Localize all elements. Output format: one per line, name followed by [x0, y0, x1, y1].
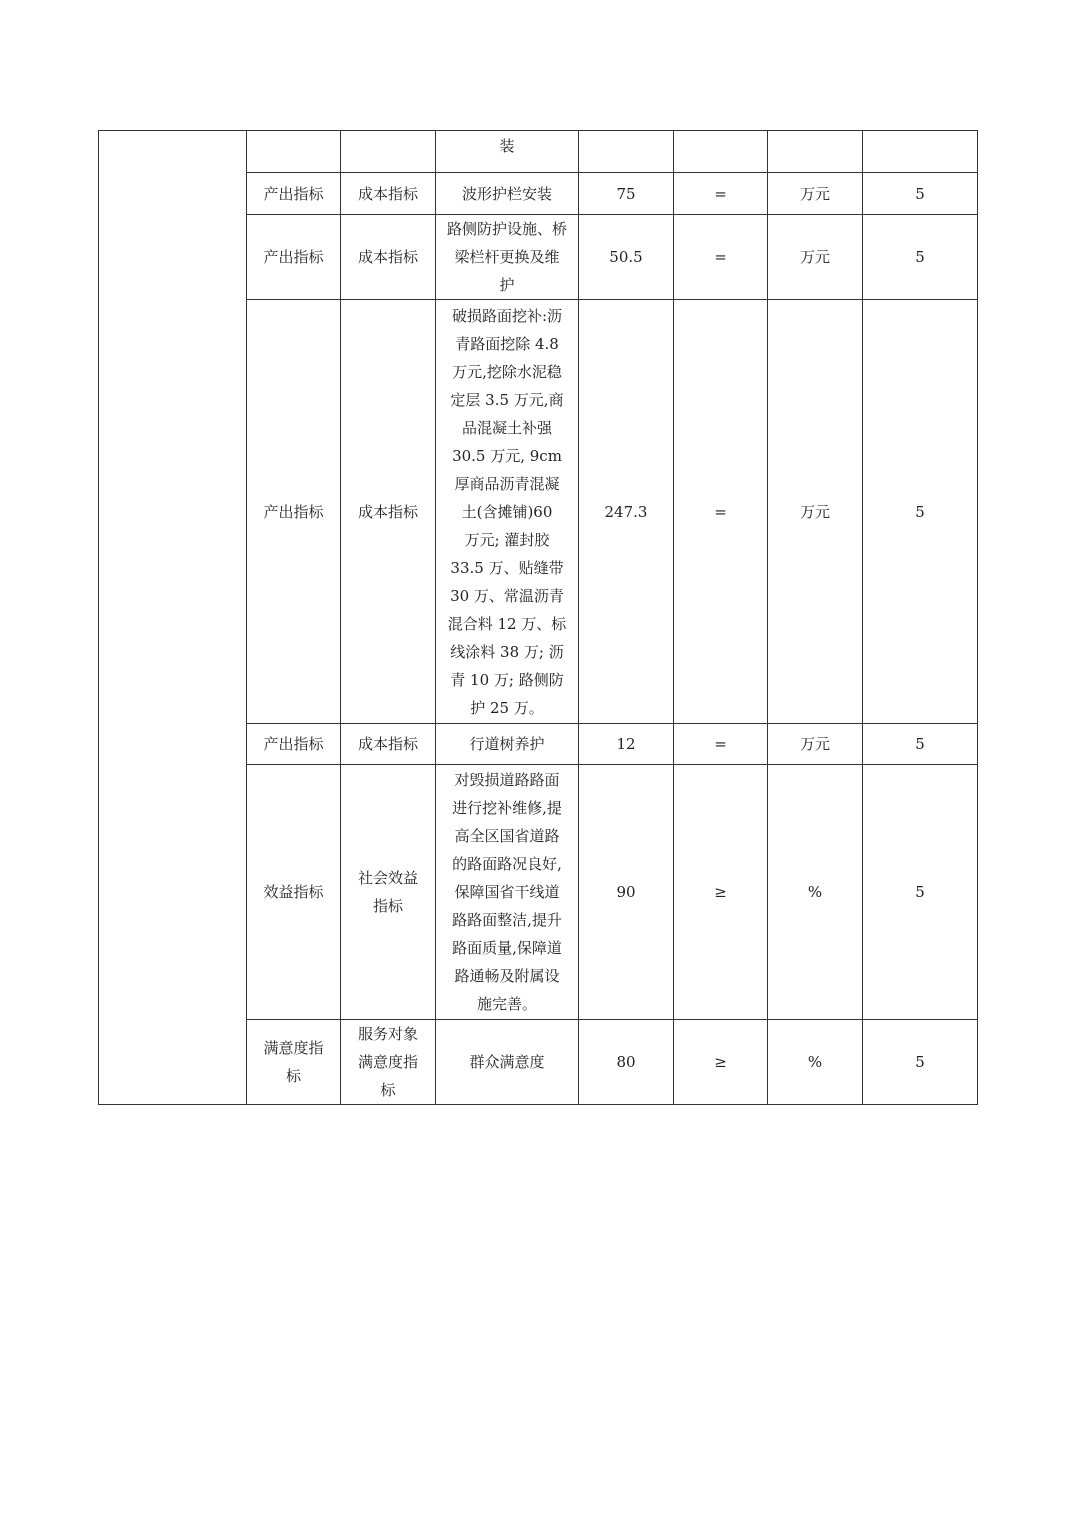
indicator-operator: = [674, 173, 768, 215]
level1-indicator: 效益指标 [247, 765, 341, 1020]
indicator-operator: ≥ [674, 765, 768, 1020]
indicator-table [98, 130, 978, 1105]
indicator-score: 5 [863, 765, 978, 1020]
table-row [99, 131, 978, 173]
level1-indicator: 产出指标 [247, 300, 341, 724]
indicator-unit: % [768, 1020, 863, 1105]
level2-indicator: 成本指标 [341, 173, 436, 215]
indicator-content: 群众满意度 [436, 1020, 579, 1105]
indicator-operator: = [674, 215, 768, 300]
level2-indicator: 社会效益 指标 [341, 765, 436, 1020]
indicator-unit: 万元 [768, 215, 863, 300]
indicator-score: 5 [863, 173, 978, 215]
level1-indicator [247, 131, 341, 173]
indicator-operator [674, 131, 768, 173]
indicator-value [579, 131, 674, 173]
level2-indicator: 成本指标 [341, 300, 436, 724]
indicator-operator: = [674, 300, 768, 724]
indicator-score: 5 [863, 300, 978, 724]
indicator-unit [768, 131, 863, 173]
level2-indicator: 成本指标 [341, 724, 436, 765]
level1-indicator: 产出指标 [247, 173, 341, 215]
indicator-value: 50.5 [579, 215, 674, 300]
indicator-content: 路侧防护设施、桥 梁栏杆更换及维 护 [436, 215, 579, 300]
level2-indicator: 服务对象 满意度指 标 [341, 1020, 436, 1105]
indicator-content: 行道树养护 [436, 724, 579, 765]
indicator-score: 5 [863, 215, 978, 300]
indicator-content: 破损路面挖补:沥 青路面挖除 4.8 万元,挖除水泥稳 定层 3.5 万元,商 品混凝土补强 30.5 万元, 9cm 厚商品沥青混凝 土(含摊铺)60 万元; 灌封胶 33.5 万、贴缝带 30 万、常温沥青 混合料 12 万、标 线涂料 38 万; 沥 青 10 万; 路侧防 护 25 万。 [436, 300, 579, 724]
level2-indicator [341, 131, 436, 173]
indicator-content: 波形护栏安装 [436, 173, 579, 215]
indicator-content: 对毁损道路路面 进行挖补维修,提 高全区国省道路 的路面路况良好, 保障国省干线道 路路面整洁,提升 路面质量,保障道 路通畅及附属设 施完善。 [436, 765, 579, 1020]
indicator-operator: = [674, 724, 768, 765]
indicator-unit: 万元 [768, 173, 863, 215]
indicator-value: 247.3 [579, 300, 674, 724]
indicator-score: 5 [863, 1020, 978, 1105]
indicator-score: 5 [863, 724, 978, 765]
indicator-score [863, 131, 978, 173]
level1-indicator: 产出指标 [247, 215, 341, 300]
indicator-operator: ≥ [674, 1020, 768, 1105]
indicator-value: 90 [579, 765, 674, 1020]
indicator-unit: 万元 [768, 300, 863, 724]
merged-project-cell [99, 131, 247, 1105]
indicator-content: 装 [436, 131, 579, 173]
indicator-value: 12 [579, 724, 674, 765]
indicator-value: 75 [579, 173, 674, 215]
indicator-unit: 万元 [768, 724, 863, 765]
level1-indicator: 产出指标 [247, 724, 341, 765]
level2-indicator: 成本指标 [341, 215, 436, 300]
level1-indicator: 满意度指 标 [247, 1020, 341, 1105]
indicator-value: 80 [579, 1020, 674, 1105]
indicator-unit: % [768, 765, 863, 1020]
